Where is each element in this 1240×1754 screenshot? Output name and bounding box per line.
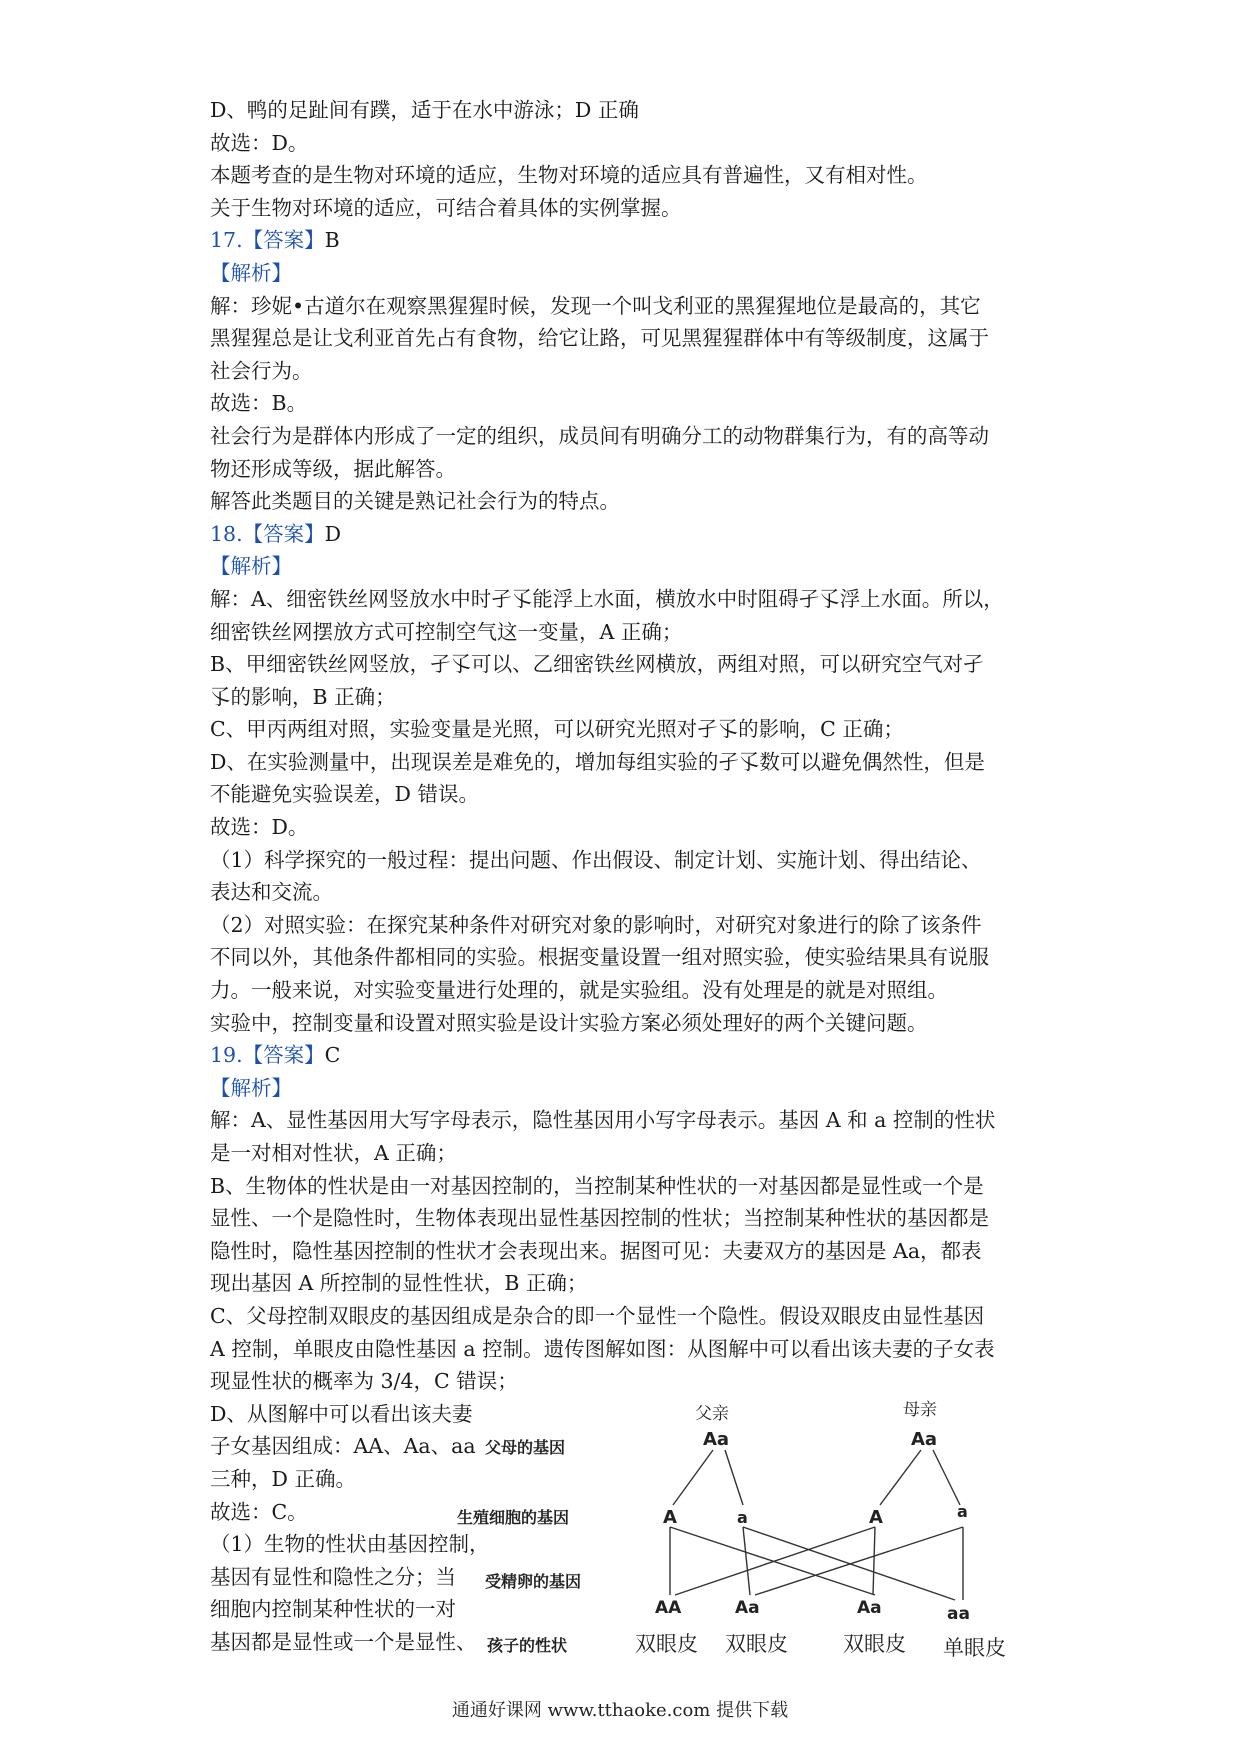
text-line: 现出基因 A 所控制的显性性状，B 正确； [210, 1271, 588, 1296]
arrow-father-to-a [725, 1450, 743, 1505]
text-line: B、生物体的性状是由一对基因控制的，当控制某种性状的一对基因都是显性或一个是 [210, 1173, 984, 1198]
answer-value: C [324, 1043, 341, 1068]
text-line: D、在实验测量中，出现误差是难免的，增加每组实验的孑孓数可以避免偶然性，但是 [210, 749, 985, 774]
diagram-lines [670, 1450, 963, 1600]
answer-tag: 【答案】 [242, 228, 325, 253]
text-line: 本题考查的是生物对环境的适应，生物对环境的适应具有普遍性，又有相对性。 [210, 163, 928, 188]
analysis-tag: 【解析】 [210, 1075, 292, 1100]
text-line: 显性、一个是隐性时，生物体表现出显性基因控制的性状；当控制某种性状的基因都是 [210, 1206, 989, 1231]
text-line: 解：A、细密铁丝网竖放水中时孑孓能浮上水面，横放水中时阻碍孑孓浮上水面。所以， [210, 586, 1004, 611]
text-line: 现显性状的概率为 3/4，C 错误； [210, 1369, 518, 1394]
analysis-tag: 【解析】 [210, 554, 292, 579]
zygote-genotype: Aa [735, 1598, 760, 1618]
question-17-answer [210, 224, 1040, 257]
text-line: 力。一般来说，对实验变量进行处理的，就是实验组。没有处理是的就是对照组。 [210, 978, 948, 1003]
text-line: 细胞内控制某种性状的一对 [210, 1597, 456, 1622]
analysis-tag: 【解析】 [210, 260, 292, 285]
cross-line [873, 1527, 875, 1595]
text-line: （1）科学探究的一般过程：提出问题、作出假设、制定计划、实施计划、得出结论、 [210, 847, 982, 872]
text-line: A 控制，单眼皮由隐性基因 a 控制。遗传图解如图：从图解中可以看出该夫妻的子女表 [210, 1336, 995, 1361]
text-line: 不能避免实验误差，D 错误。 [210, 782, 479, 807]
row-label-child-traits: 孩子的性状 [487, 1636, 568, 1655]
cross-line [755, 1527, 963, 1595]
page-footer: 通通好课网 www.tthaoke.com 提供下载 [451, 1700, 789, 1721]
child-trait: 双眼皮 [725, 1632, 788, 1656]
text-line: 物还形成等级，据此解答。 [210, 456, 456, 481]
inheritance-diagram-svg [457, 1395, 1065, 1685]
text-line: 故选：D。 [210, 130, 309, 155]
text-line: D、从图解中可以看出该夫妻 [210, 1401, 473, 1426]
row-label-zygote-genes: 受精卵的基因 [485, 1572, 582, 1591]
father-label: 父亲 [695, 1404, 729, 1424]
text-line: 社会行为是群体内形成了一定的组织，成员间有明确分工的动物群集行为，有的高等动 [210, 423, 989, 448]
text-line: 是一对相对性状，A 正确； [210, 1141, 457, 1165]
child-trait: 双眼皮 [635, 1632, 698, 1656]
gamete-allele: A [663, 1507, 677, 1528]
child-trait: 双眼皮 [843, 1632, 906, 1656]
text-line: 基因有显性和隐性之分；当 [210, 1564, 456, 1589]
text-line: D、鸭的足趾间有蹼，适于在水中游泳；D 正确 [210, 98, 639, 122]
text-line: 不同以外，其他条件都相同的实验。根据变量设置一组对照实验，使实验结果具有说服 [210, 945, 989, 970]
text-line: 社会行为。 [210, 358, 313, 383]
inheritance-diagram [457, 1395, 1065, 1685]
question-19-answer [210, 1039, 1040, 1072]
row-label-gamete-genes: 生殖细胞的基因 [457, 1508, 570, 1527]
text-line: （1）生物的性状由基因控制， [210, 1532, 490, 1557]
question-18-answer [210, 518, 1040, 551]
row-label-parent-genes: 父母的基因 [485, 1438, 566, 1457]
mother-label: 母亲 [903, 1400, 937, 1420]
gamete-allele: a [737, 1508, 748, 1527]
text-line: 解：A、显性基因用大写字母表示，隐性基因用小写字母表示。基因 A 和 a 控制的性状 [210, 1108, 996, 1133]
text-line: 子女基因组成：AA、Aa、aa [210, 1434, 476, 1459]
zygote-genotype: aa [947, 1604, 970, 1624]
text-line: 细密铁丝网摆放方式可控制空气这一变量，A 正确； [210, 619, 683, 644]
question-number: 18. [210, 521, 243, 546]
cross-line [743, 1527, 750, 1595]
mother-genotype: Aa [911, 1429, 938, 1450]
arrow-father-to-A [673, 1450, 713, 1505]
zygote-genotype: Aa [857, 1598, 882, 1618]
answer-value: D [324, 521, 342, 546]
text-line: 解：珍妮•古道尔在观察黑猩猩时候，发现一个叫戈利亚的黑猩猩地位是最高的，其它 [210, 293, 981, 318]
text-line: （2）对照实验：在探究某种条件对研究对象的影响时，对研究对象进行的除了该条件 [210, 912, 982, 937]
child-trait: 单眼皮 [943, 1636, 1006, 1660]
text-line: 表达和交流。 [210, 880, 333, 905]
text-line: 故选：C。 [210, 1499, 308, 1524]
question-number: 17. [210, 228, 243, 253]
text-line: C、父母控制双眼皮的基因组成是杂合的即一个显性一个隐性。假设双眼皮由显性基因 [210, 1303, 985, 1328]
father-genotype: Aa [703, 1429, 730, 1450]
text-line: 关于生物对环境的适应，可结合着具体的实例掌握。 [210, 195, 682, 220]
gamete-allele: a [957, 1502, 968, 1521]
text-line: B、甲细密铁丝网竖放，孑孓可以、乙细密铁丝网横放，两组对照，可以研究空气对孑 [210, 652, 984, 677]
text-line: 解答此类题目的关键是熟记社会行为的特点。 [210, 489, 620, 514]
text-line: 三种，D 正确。 [210, 1466, 356, 1491]
text-line: 故选：B。 [210, 391, 308, 416]
question-number: 19. [210, 1043, 243, 1068]
text-line: 故选：D。 [210, 815, 309, 840]
text-line: 孓的影响，B 正确； [210, 684, 396, 709]
text-line: 隐性时，隐性基因控制的性状才会表现出来。据图可见：夫妻双方的基因是 Aa，都表 [210, 1238, 982, 1263]
zygote-genotype: AA [655, 1598, 682, 1618]
text-line: C、甲丙两组对照，实验变量是光照，可以研究光照对孑孓的影响，C 正确； [210, 717, 904, 742]
text-beside-diagram [210, 1398, 490, 1659]
answer-tag: 【答案】 [242, 1043, 325, 1068]
answer-value: B [324, 228, 340, 253]
answer-tag: 【答案】 [242, 521, 325, 546]
text-line: 基因都是显性或一个是显性、 [210, 1629, 477, 1654]
arrow-mother-to-A [880, 1450, 921, 1505]
text-line: 黑猩猩总是让戈利亚首先占有食物，给它让路，可见黑猩猩群体中有等级制度，这属于 [210, 326, 989, 351]
text-line: 实验中，控制变量和设置对照实验是设计实验方案必须处理好的两个关键问题。 [210, 1010, 928, 1035]
gamete-allele: A [869, 1507, 883, 1528]
arrow-mother-to-a [933, 1450, 960, 1505]
